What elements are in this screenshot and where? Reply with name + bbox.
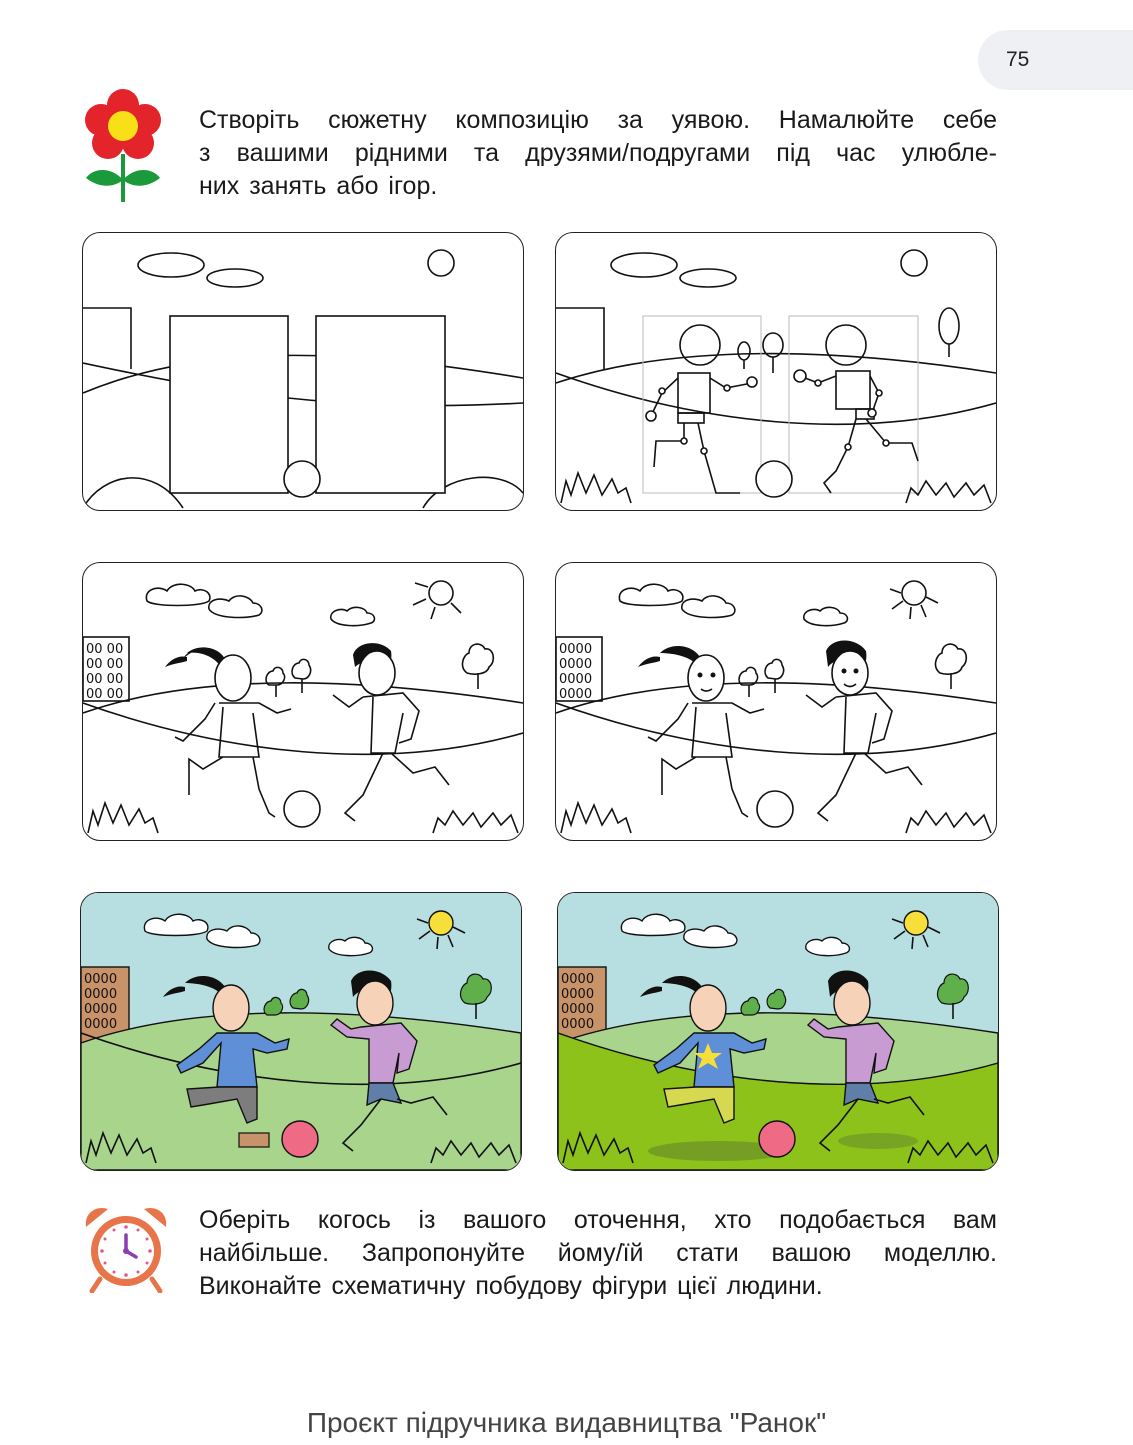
footer-publisher-note: Проєкт підручника видавництва "Ранок"	[306, 1407, 827, 1438]
task1-line-2: з вашими рідними та друзями/подругами під час улюбле-	[199, 139, 997, 167]
svg-text:0000: 0000	[559, 657, 593, 672]
svg-text:0000: 0000	[84, 987, 118, 1002]
task2-line-2: найбільше. Запропонуйте йому/їй стати вашою моделлю.	[199, 1239, 997, 1267]
panel-colored-final	[557, 892, 999, 1171]
svg-text:00 00: 00 00	[86, 672, 124, 687]
svg-text:0000: 0000	[561, 987, 595, 1002]
svg-text:0000: 0000	[559, 687, 593, 702]
panel-outline-children	[82, 562, 524, 841]
panel-colored-flat	[80, 892, 522, 1171]
panel-stick-figures	[555, 232, 997, 511]
flower-icon	[83, 88, 163, 204]
svg-text:0000: 0000	[561, 1002, 595, 1017]
svg-text:0000: 0000	[559, 642, 593, 657]
panel-composition-blocks	[82, 232, 524, 511]
svg-text:00 00: 00 00	[86, 657, 124, 672]
svg-text:0000: 0000	[84, 1002, 118, 1017]
task1-line-3: них занять або ігор.	[199, 172, 438, 200]
page-number: 75	[978, 30, 1133, 90]
task2-line-1: Оберіть когось із вашого оточення, хто подобається вам	[199, 1206, 997, 1234]
svg-text:0000: 0000	[84, 1017, 118, 1032]
svg-text:0000: 0000	[561, 972, 595, 987]
svg-text:0000: 0000	[559, 672, 593, 687]
svg-text:00 00: 00 00	[86, 687, 124, 702]
alarm-clock-icon	[80, 1203, 172, 1293]
svg-text:00 00: 00 00	[86, 642, 124, 657]
panel-detailed-line-art	[555, 562, 997, 841]
svg-text:0000: 0000	[84, 972, 118, 987]
svg-text:0000: 0000	[561, 1017, 595, 1032]
task1-line-1: Створіть сюжетну композицію за уявою. Намалюйте себе	[199, 106, 997, 134]
task2-line-3: Виконайте схематичну побудову фігури цієї людини.	[199, 1272, 823, 1300]
